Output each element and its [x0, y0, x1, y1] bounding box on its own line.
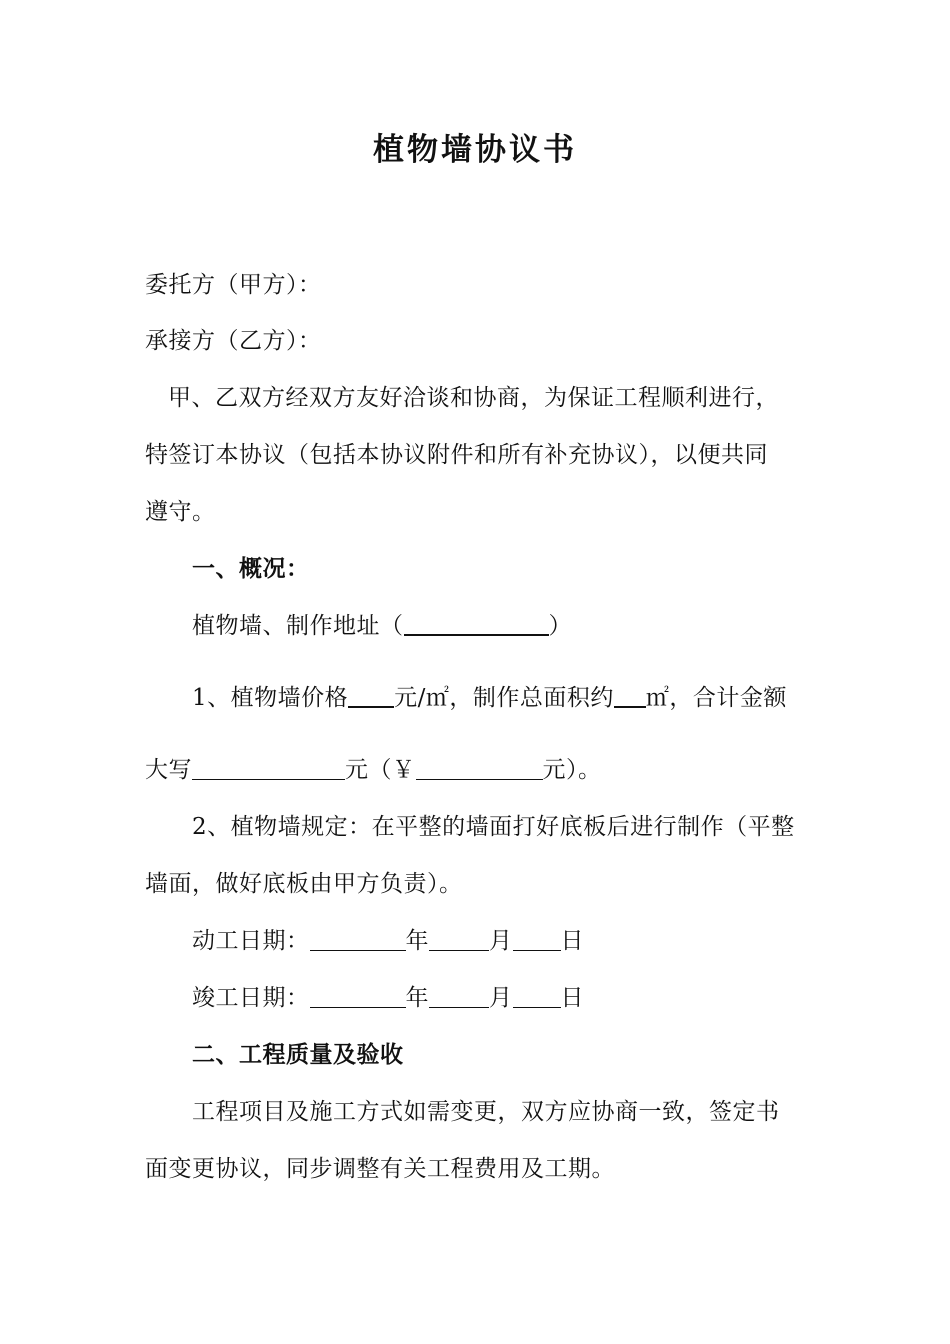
- address-close: ）: [548, 613, 572, 639]
- amount-figure-blank[interactable]: [416, 757, 543, 780]
- end-month-blank[interactable]: [429, 985, 489, 1008]
- intro-line-3: 遵守。: [145, 499, 216, 525]
- party-b-line: 承接方（乙方）：: [145, 328, 322, 354]
- end-day-blank[interactable]: [513, 985, 561, 1008]
- rule-line-1: 2、植物墙规定：在平整的墙面打好底板后进行制作（平整: [192, 814, 795, 840]
- address-label: 植物墙、制作地址（: [192, 613, 404, 639]
- document-title: 植物墙协议书: [373, 132, 577, 168]
- price-blank[interactable]: [348, 684, 394, 708]
- end-day-label: 日: [560, 985, 584, 1011]
- party-a-line: 委托方（甲方）：: [145, 272, 322, 298]
- start-month-label: 月: [489, 928, 513, 954]
- section-2-line-2: 面变更协议，同步调整有关工程费用及工期。: [145, 1156, 615, 1182]
- amount-end: 元）。: [542, 757, 602, 783]
- area-unit: ㎡，合计金额: [645, 685, 787, 711]
- section-2-line-1: 工程项目及施工方式如需变更，双方应协商一致，签定书: [192, 1099, 780, 1125]
- intro-line-1: 甲、乙双方经双方友好洽谈和协商，为保证工程顺利进行，: [168, 385, 779, 411]
- price-line: [192, 683, 787, 713]
- end-year-blank[interactable]: [310, 985, 406, 1008]
- address-blank[interactable]: [404, 612, 549, 636]
- address-line: [192, 611, 572, 641]
- price-unit: 元/㎡，制作总面积约: [394, 685, 614, 711]
- area-blank[interactable]: [614, 684, 646, 708]
- section-1-heading: 一、概况：: [192, 556, 310, 582]
- intro-line-2: 特签订本协议（包括本协议附件和所有补充协议），以便共同: [145, 442, 768, 468]
- amount-words-blank[interactable]: [192, 757, 345, 780]
- amount-line: [145, 755, 602, 785]
- amount-label: 大写: [145, 757, 192, 783]
- start-date-label: 动工日期：: [192, 928, 310, 954]
- rule-line-2: 墙面，做好底板由甲方负责）。: [145, 871, 463, 897]
- end-date-line: [192, 983, 584, 1013]
- amount-mid: 元（￥: [345, 757, 416, 783]
- start-month-blank[interactable]: [429, 928, 489, 951]
- end-date-label: 竣工日期：: [192, 985, 310, 1011]
- end-year-label: 年: [405, 985, 429, 1011]
- start-day-blank[interactable]: [513, 928, 561, 951]
- start-year-label: 年: [405, 928, 429, 954]
- price-label: 1、植物墙价格: [192, 685, 349, 711]
- start-day-label: 日: [560, 928, 584, 954]
- end-month-label: 月: [489, 985, 513, 1011]
- start-year-blank[interactable]: [310, 928, 406, 951]
- start-date-line: [192, 926, 584, 956]
- section-2-heading: 二、工程质量及验收: [192, 1042, 404, 1068]
